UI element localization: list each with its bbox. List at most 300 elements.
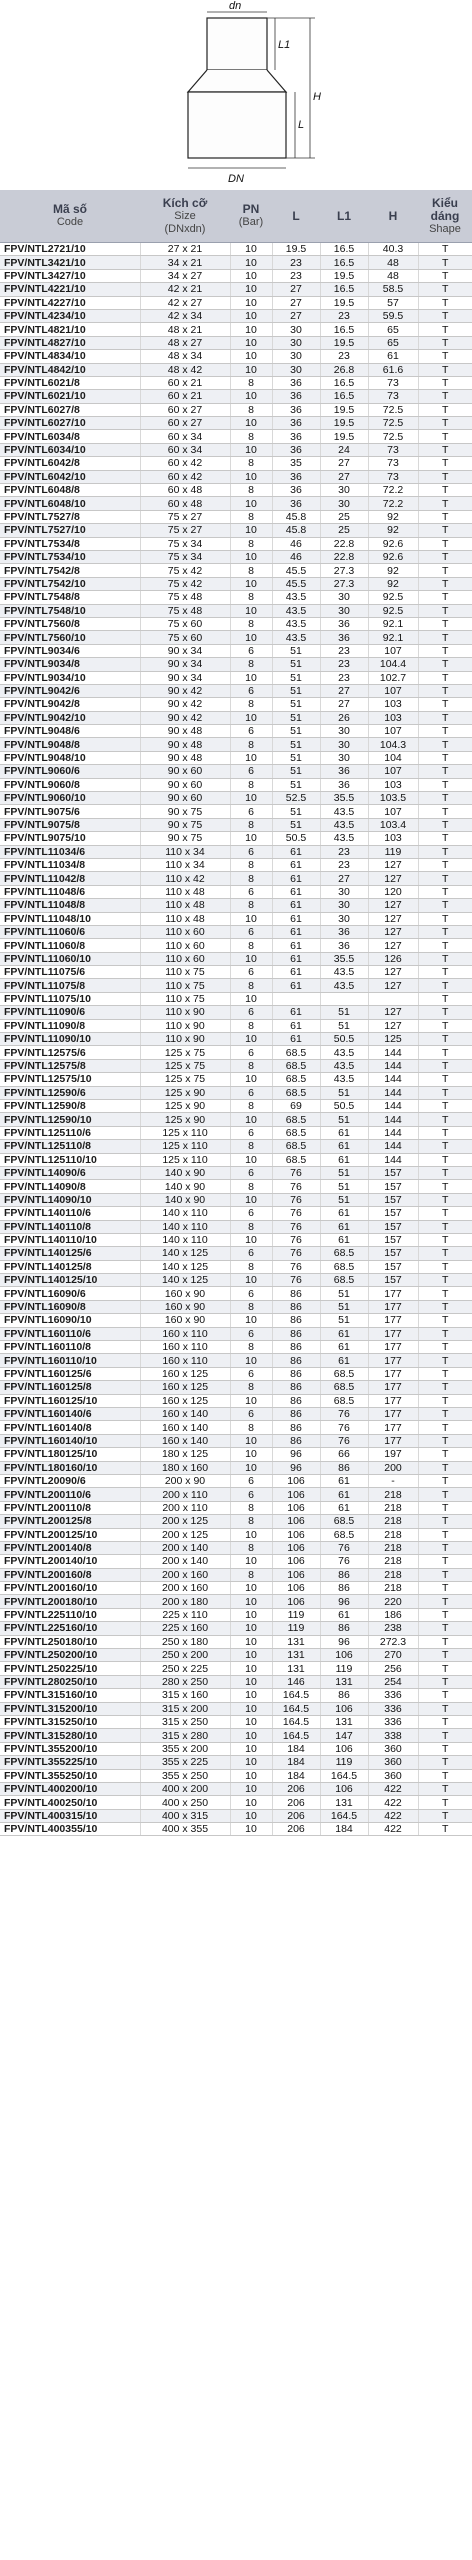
code-cell: FPV/NTL4221/10: [0, 283, 140, 296]
table-row: [0, 751, 472, 764]
l1-cell: 30: [320, 591, 368, 604]
h-cell: 186: [368, 1608, 418, 1621]
pn-cell: 8: [230, 430, 272, 443]
l1-cell: 30: [320, 725, 368, 738]
shape-cell: T: [418, 1180, 472, 1193]
shape-cell: T: [418, 457, 472, 470]
code-cell: FPV/NTL16090/6: [0, 1287, 140, 1300]
table-row: [0, 550, 472, 563]
l1-cell: 43.5: [320, 805, 368, 818]
shape-cell: T: [418, 1528, 472, 1541]
table-row: [0, 1207, 472, 1220]
l-cell: 51: [272, 644, 320, 657]
shape-cell: T: [418, 256, 472, 269]
code-cell: FPV/NTL4234/10: [0, 309, 140, 322]
shape-cell: T: [418, 376, 472, 389]
h-cell: 126: [368, 952, 418, 965]
pn-cell: 6: [230, 1247, 272, 1260]
code-cell: FPV/NTL200140/8: [0, 1541, 140, 1554]
l1-cell: 61: [320, 1327, 368, 1340]
table-row: [0, 925, 472, 938]
pn-cell: 10: [230, 1582, 272, 1595]
size-cell: 140 x 90: [140, 1193, 230, 1206]
header-shape: [418, 190, 472, 243]
table-row: [0, 698, 472, 711]
code-cell: FPV/NTL12575/8: [0, 1059, 140, 1072]
size-cell: 355 x 225: [140, 1756, 230, 1769]
h-cell: 127: [368, 966, 418, 979]
l1-cell: 119: [320, 1756, 368, 1769]
h-cell: 103.4: [368, 818, 418, 831]
table-row: [0, 1501, 472, 1514]
table-row: [0, 269, 472, 282]
h-cell: 422: [368, 1796, 418, 1809]
h-cell: 218: [368, 1582, 418, 1595]
h-cell: 218: [368, 1501, 418, 1514]
l-cell: 146: [272, 1675, 320, 1688]
l-cell: 36: [272, 403, 320, 416]
code-cell: FPV/NTL7542/10: [0, 577, 140, 590]
l1-cell: 96: [320, 1635, 368, 1648]
l1-cell: 106: [320, 1702, 368, 1715]
table-row: [0, 470, 472, 483]
table-row: [0, 1756, 472, 1769]
code-cell: FPV/NTL14090/10: [0, 1193, 140, 1206]
h-cell: 92.6: [368, 550, 418, 563]
l1-cell: 51: [320, 1300, 368, 1313]
l1-cell: 131: [320, 1796, 368, 1809]
l1-cell: 51: [320, 1287, 368, 1300]
table-row: [0, 591, 472, 604]
size-cell: 125 x 75: [140, 1059, 230, 1072]
shape-cell: T: [418, 1113, 472, 1126]
table-row: [0, 283, 472, 296]
table-row: [0, 765, 472, 778]
shape-cell: T: [418, 698, 472, 711]
shape-cell: T: [418, 899, 472, 912]
code-cell: FPV/NTL250225/10: [0, 1662, 140, 1675]
table-row: [0, 1796, 472, 1809]
code-cell: FPV/NTL200110/6: [0, 1488, 140, 1501]
table-row: [0, 1488, 472, 1501]
code-cell: FPV/NTL11042/8: [0, 872, 140, 885]
h-cell: 144: [368, 1153, 418, 1166]
shape-cell: T: [418, 470, 472, 483]
l1-cell: 68.5: [320, 1260, 368, 1273]
l1-cell: 27: [320, 872, 368, 885]
size-cell: 160 x 110: [140, 1341, 230, 1354]
pn-cell: 10: [230, 1595, 272, 1608]
h-cell: 177: [368, 1287, 418, 1300]
code-cell: FPV/NTL160125/6: [0, 1367, 140, 1380]
table-row: [0, 1702, 472, 1715]
pn-cell: 10: [230, 269, 272, 282]
shape-cell: T: [418, 1073, 472, 1086]
table-row: [0, 899, 472, 912]
l-cell: 23: [272, 256, 320, 269]
shape-cell: T: [418, 564, 472, 577]
l1-cell: 27.3: [320, 577, 368, 590]
size-cell: 34 x 21: [140, 256, 230, 269]
pn-cell: 8: [230, 537, 272, 550]
code-cell: FPV/NTL11075/8: [0, 979, 140, 992]
pn-cell: 8: [230, 1260, 272, 1273]
shape-cell: T: [418, 872, 472, 885]
table-row: [0, 1059, 472, 1072]
size-cell: 225 x 160: [140, 1622, 230, 1635]
h-cell: 238: [368, 1622, 418, 1635]
size-cell: 90 x 48: [140, 725, 230, 738]
code-cell: FPV/NTL9048/10: [0, 751, 140, 764]
h-cell: 336: [368, 1715, 418, 1728]
l-cell: 61: [272, 966, 320, 979]
table-row: [0, 1354, 472, 1367]
h-cell: 422: [368, 1823, 418, 1836]
pn-cell: 6: [230, 1166, 272, 1179]
l-cell: 45.8: [272, 524, 320, 537]
shape-cell: T: [418, 979, 472, 992]
code-cell: FPV/NTL250200/10: [0, 1649, 140, 1662]
shape-cell: T: [418, 1274, 472, 1287]
code-cell: FPV/NTL12590/10: [0, 1113, 140, 1126]
code-cell: FPV/NTL9060/6: [0, 765, 140, 778]
size-cell: 110 x 34: [140, 858, 230, 871]
pn-cell: 8: [230, 658, 272, 671]
table-row: [0, 1287, 472, 1300]
size-cell: 90 x 48: [140, 738, 230, 751]
l-cell: 51: [272, 711, 320, 724]
table-row: [0, 1622, 472, 1635]
shape-cell: T: [418, 390, 472, 403]
shape-cell: T: [418, 725, 472, 738]
shape-cell: T: [418, 1100, 472, 1113]
l-cell: 68.5: [272, 1086, 320, 1099]
size-cell: 315 x 200: [140, 1702, 230, 1715]
l1-cell: 76: [320, 1555, 368, 1568]
pn-cell: 8: [230, 1568, 272, 1581]
size-cell: 90 x 75: [140, 805, 230, 818]
l-cell: 206: [272, 1796, 320, 1809]
pn-cell: 10: [230, 1033, 272, 1046]
l1-cell: 61: [320, 1140, 368, 1153]
shape-cell: T: [418, 1126, 472, 1139]
h-cell: 144: [368, 1046, 418, 1059]
pn-cell: 10: [230, 1809, 272, 1822]
l-cell: 61: [272, 858, 320, 871]
shape-cell: T: [418, 671, 472, 684]
table-row: [0, 1140, 472, 1153]
l-cell: 30: [272, 336, 320, 349]
pn-cell: 8: [230, 510, 272, 523]
code-cell: FPV/NTL11060/10: [0, 952, 140, 965]
l1-cell: 96: [320, 1595, 368, 1608]
table-row: [0, 1300, 472, 1313]
l1-cell: 36: [320, 765, 368, 778]
h-cell: 61: [368, 350, 418, 363]
size-cell: 180 x 125: [140, 1448, 230, 1461]
table-row: [0, 1675, 472, 1688]
l-cell: 106: [272, 1555, 320, 1568]
shape-cell: T: [418, 832, 472, 845]
code-cell: FPV/NTL9048/8: [0, 738, 140, 751]
header-l1: [320, 190, 368, 243]
table-row: [0, 537, 472, 550]
shape-cell: T: [418, 323, 472, 336]
h-cell: 92: [368, 510, 418, 523]
shape-cell: T: [418, 1247, 472, 1260]
l-cell: 106: [272, 1595, 320, 1608]
size-cell: 75 x 60: [140, 631, 230, 644]
size-cell: 315 x 160: [140, 1689, 230, 1702]
l1-cell: 68.5: [320, 1381, 368, 1394]
table-row: [0, 564, 472, 577]
l1-cell: 19.5: [320, 403, 368, 416]
pn-cell: 10: [230, 1635, 272, 1648]
pn-cell: 10: [230, 711, 272, 724]
h-cell: 254: [368, 1675, 418, 1688]
l1-cell: 27: [320, 698, 368, 711]
table-row: [0, 1595, 472, 1608]
h-cell: 218: [368, 1528, 418, 1541]
h-cell: 72.2: [368, 484, 418, 497]
size-cell: 140 x 125: [140, 1247, 230, 1260]
l-cell: 184: [272, 1769, 320, 1782]
pn-cell: 8: [230, 403, 272, 416]
size-cell: 42 x 21: [140, 283, 230, 296]
l-cell: 51: [272, 658, 320, 671]
table-row: [0, 1582, 472, 1595]
size-cell: 90 x 60: [140, 778, 230, 791]
h-cell: 177: [368, 1314, 418, 1327]
shape-cell: T: [418, 1434, 472, 1447]
code-cell: FPV/NTL9042/10: [0, 711, 140, 724]
pn-cell: 10: [230, 350, 272, 363]
l-cell: 131: [272, 1649, 320, 1662]
pn-cell: 10: [230, 671, 272, 684]
l1-cell: 16.5: [320, 256, 368, 269]
l-cell: 36: [272, 443, 320, 456]
code-cell: FPV/NTL7542/8: [0, 564, 140, 577]
shape-cell: T: [418, 350, 472, 363]
reducer-outline: [188, 18, 286, 158]
table-row: [0, 1769, 472, 1782]
table-row: [0, 818, 472, 831]
shape-cell: T: [418, 1515, 472, 1528]
h-cell: 197: [368, 1448, 418, 1461]
l-cell: 50.5: [272, 832, 320, 845]
h-cell: 127: [368, 925, 418, 938]
l-cell: 106: [272, 1488, 320, 1501]
pn-cell: 10: [230, 992, 272, 1005]
l1-cell: 68.5: [320, 1274, 368, 1287]
size-cell: 225 x 110: [140, 1608, 230, 1621]
shape-cell: T: [418, 1354, 472, 1367]
l1-cell: 131: [320, 1675, 368, 1688]
pn-cell: 6: [230, 925, 272, 938]
size-cell: 90 x 60: [140, 792, 230, 805]
table-row: [0, 1461, 472, 1474]
shape-cell: T: [418, 1033, 472, 1046]
code-cell: FPV/NTL280250/10: [0, 1675, 140, 1688]
pn-cell: 10: [230, 1756, 272, 1769]
size-cell: 60 x 42: [140, 470, 230, 483]
h-cell: 61.6: [368, 363, 418, 376]
table-row: [0, 1689, 472, 1702]
h-cell: 92: [368, 564, 418, 577]
size-cell: 160 x 140: [140, 1407, 230, 1420]
shape-cell: T: [418, 269, 472, 282]
l-cell: 106: [272, 1528, 320, 1541]
h-cell: 59.5: [368, 309, 418, 322]
pn-cell: 6: [230, 1207, 272, 1220]
table-row: [0, 1113, 472, 1126]
size-cell: 110 x 34: [140, 845, 230, 858]
l1-cell: 16.5: [320, 390, 368, 403]
size-cell: 125 x 110: [140, 1140, 230, 1153]
size-cell: 160 x 90: [140, 1300, 230, 1313]
size-cell: 48 x 42: [140, 363, 230, 376]
shape-cell: T: [418, 1140, 472, 1153]
table-row: [0, 350, 472, 363]
table-row: [0, 443, 472, 456]
shape-cell: T: [418, 1488, 472, 1501]
size-cell: 315 x 250: [140, 1715, 230, 1728]
table-row: [0, 604, 472, 617]
l-cell: 51: [272, 725, 320, 738]
l1-cell: 23: [320, 309, 368, 322]
table-row: [0, 296, 472, 309]
table-row: [0, 1073, 472, 1086]
shape-cell: T: [418, 1233, 472, 1246]
code-cell: FPV/NTL6048/10: [0, 497, 140, 510]
h-cell: 144: [368, 1100, 418, 1113]
table-row: [0, 1046, 472, 1059]
h-cell: 48: [368, 256, 418, 269]
size-cell: 160 x 140: [140, 1421, 230, 1434]
l-cell: 36: [272, 417, 320, 430]
l-cell: 86: [272, 1327, 320, 1340]
size-cell: 60 x 34: [140, 443, 230, 456]
pn-cell: 8: [230, 979, 272, 992]
size-cell: 110 x 48: [140, 885, 230, 898]
size-cell: 27 x 21: [140, 243, 230, 256]
table-row: [0, 1220, 472, 1233]
code-cell: FPV/NTL4834/10: [0, 350, 140, 363]
shape-cell: T: [418, 925, 472, 938]
table-row: [0, 1715, 472, 1728]
shape-cell: T: [418, 1193, 472, 1206]
header-l-label: L: [292, 208, 300, 223]
size-cell: 125 x 110: [140, 1153, 230, 1166]
l-cell: 46: [272, 537, 320, 550]
table-row: [0, 1635, 472, 1648]
l-cell: 51: [272, 698, 320, 711]
size-cell: 48 x 34: [140, 350, 230, 363]
table-row: [0, 1434, 472, 1447]
shape-cell: T: [418, 309, 472, 322]
h-cell: 103: [368, 711, 418, 724]
l-cell: 27: [272, 296, 320, 309]
size-cell: 125 x 90: [140, 1113, 230, 1126]
table-row: [0, 792, 472, 805]
size-cell: 90 x 75: [140, 832, 230, 845]
code-cell: FPV/NTL355200/10: [0, 1742, 140, 1755]
pn-cell: 10: [230, 1649, 272, 1662]
code-cell: FPV/NTL9060/10: [0, 792, 140, 805]
table-row: [0, 1100, 472, 1113]
header-h: [368, 190, 418, 243]
pn-cell: 8: [230, 376, 272, 389]
code-cell: FPV/NTL9042/6: [0, 684, 140, 697]
size-cell: 42 x 27: [140, 296, 230, 309]
code-cell: FPV/NTL9034/10: [0, 671, 140, 684]
code-cell: FPV/NTL6042/8: [0, 457, 140, 470]
l1-cell: 30: [320, 738, 368, 751]
table-row: [0, 243, 472, 256]
l1-cell: 23: [320, 671, 368, 684]
size-cell: 160 x 90: [140, 1314, 230, 1327]
pn-cell: 10: [230, 1689, 272, 1702]
l-cell: 106: [272, 1568, 320, 1581]
table-row: [0, 939, 472, 952]
h-cell: 157: [368, 1220, 418, 1233]
size-cell: 75 x 27: [140, 524, 230, 537]
size-cell: 200 x 180: [140, 1595, 230, 1608]
h-cell: 107: [368, 725, 418, 738]
shape-cell: T: [418, 484, 472, 497]
table-row: [0, 1193, 472, 1206]
pn-cell: 6: [230, 845, 272, 858]
size-cell: 75 x 27: [140, 510, 230, 523]
l-cell: 86: [272, 1314, 320, 1327]
code-cell: FPV/NTL9075/8: [0, 818, 140, 831]
l1-cell: 51: [320, 1180, 368, 1193]
table-row: [0, 1153, 472, 1166]
pn-cell: 8: [230, 1140, 272, 1153]
l-cell: 86: [272, 1287, 320, 1300]
size-cell: 355 x 250: [140, 1769, 230, 1782]
pn-cell: 6: [230, 1327, 272, 1340]
pn-cell: 10: [230, 751, 272, 764]
code-cell: FPV/NTL140110/10: [0, 1233, 140, 1246]
size-cell: 200 x 110: [140, 1501, 230, 1514]
pn-cell: 10: [230, 1702, 272, 1715]
shape-cell: T: [418, 417, 472, 430]
shape-cell: T: [418, 1059, 472, 1072]
shape-cell: T: [418, 497, 472, 510]
h-cell: 40.3: [368, 243, 418, 256]
l1-cell: 23: [320, 858, 368, 871]
size-cell: 60 x 42: [140, 457, 230, 470]
pn-cell: 6: [230, 684, 272, 697]
code-cell: FPV/NTL7560/10: [0, 631, 140, 644]
shape-cell: T: [418, 1662, 472, 1675]
l1-cell: 30: [320, 484, 368, 497]
l-cell: 61: [272, 912, 320, 925]
code-cell: FPV/NTL7527/10: [0, 524, 140, 537]
pn-cell: 6: [230, 1086, 272, 1099]
h-cell: 218: [368, 1515, 418, 1528]
table-row: [0, 457, 472, 470]
pn-cell: 8: [230, 858, 272, 871]
code-cell: FPV/NTL14090/6: [0, 1166, 140, 1179]
pn-cell: 8: [230, 1019, 272, 1032]
h-cell: 92.1: [368, 617, 418, 630]
h-cell: 127: [368, 1019, 418, 1032]
h-cell: 73: [368, 457, 418, 470]
h-cell: 73: [368, 390, 418, 403]
pn-cell: 8: [230, 899, 272, 912]
